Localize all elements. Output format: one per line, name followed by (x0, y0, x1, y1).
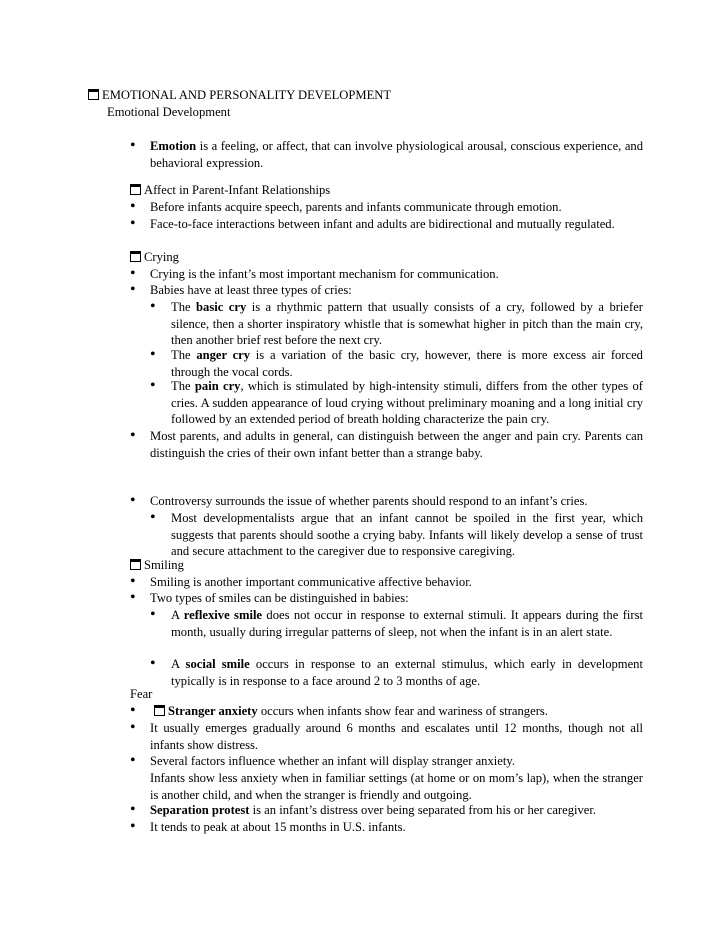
subsection-title: Affect in Parent-Infant Relationships (130, 182, 330, 199)
term: social smile (185, 657, 250, 671)
list-item: • Emotion is a feeling, or affect, that can involve physiological arousal, conscious experience, and behavioral expression. (130, 137, 643, 170)
term: reflexive smile (183, 608, 263, 622)
list-item: • Crying is the infant’s most important mechanism for communication. (130, 265, 499, 282)
subsection-title: Crying (130, 249, 179, 266)
list-item: • Babies have at least three types of cries: (130, 281, 352, 298)
list-item: • It tends to peak at about 15 months in U.S. infants. (130, 818, 406, 835)
list-item: • Most developmentalists argue that an infant cannot be spoiled in the first year, which suggests that parents should soothe a crying baby. Infants will likely develop a sense of trust and secure attachment to the caregiver due to responsive caregiving. (150, 509, 643, 559)
checkbox-icon (130, 184, 141, 195)
bullet-icon: • (130, 801, 136, 818)
term: anger cry (196, 348, 251, 362)
list-item: • Smiling is another important communicative affective behavior. (130, 573, 472, 590)
bullet-icon: • (150, 377, 156, 394)
bullet-icon: • (150, 509, 156, 526)
term: Emotion (150, 139, 197, 153)
bullet-icon: • (130, 427, 136, 444)
checkbox-icon (130, 251, 141, 262)
subsection-heading: Emotional Development (107, 105, 231, 119)
term: Stranger anxiety (168, 704, 258, 718)
bullet-icon: • (150, 298, 156, 315)
bullet-icon: • (130, 265, 136, 282)
list-item: • The basic cry is a rhythmic pattern that usually consists of a cry, followed by a briefer silence, then a shorter inspiratory whistle that is somewhat higher in pitch than the main cry, then another brief rest before the next cry. (150, 298, 643, 348)
bullet-icon: • (150, 606, 156, 623)
bullet-icon: • (130, 492, 136, 509)
checkbox-icon (154, 705, 165, 716)
list-item: • Two types of smiles can be distinguished in babies: (130, 589, 409, 606)
term: pain cry (194, 379, 241, 393)
bullet-icon: • (130, 198, 136, 215)
list-item: • The pain cry, which is stimulated by high-intensity stimuli, differs from the other types of cries. A sudden appearance of loud crying without preliminary moaning and a long initial cry followed by an extended period of breath holding characterize the pain cry. (150, 377, 644, 427)
bullet-icon: • (150, 346, 156, 363)
section-heading: EMOTIONAL AND PERSONALITY DEVELOPMENT (88, 87, 391, 104)
list-item: • It usually emerges gradually around 6 months and escalates until 12 months, though not all infants show distress. (130, 719, 643, 752)
list-item: • A reflexive smile does not occur in response to external stimuli. It appears during the first month, usually during irregular patterns of sleep, not when the infant is in an alert state. (150, 606, 643, 639)
bullet-icon: • (130, 719, 136, 736)
bullet-icon: • (130, 281, 136, 298)
paragraph: Infants show less anxiety when in familiar settings (at home or on mom’s lap), when the stranger is another child, and when the stranger is friendly and outgoing. (150, 771, 643, 802)
bullet-icon: • (130, 752, 136, 769)
subsection-title: Fear (130, 687, 153, 701)
bullet-icon: • (130, 589, 136, 606)
checkbox-icon (88, 89, 99, 100)
bullet-icon: • (130, 137, 136, 154)
list-item: • Face-to-face interactions between infant and adults are bidirectional and mutually regulated. (130, 215, 615, 232)
bullet-icon: • (130, 215, 136, 232)
list-item: • A social smile occurs in response to an external stimulus, which early in development typically is in response to a face around 2 to 3 months of age. (150, 655, 643, 688)
bullet-icon: • (150, 655, 156, 672)
term: basic cry (196, 300, 247, 314)
bullet-icon: • (130, 573, 136, 590)
list-item: • The anger cry is a variation of the basic cry, however, there is more excess air forced through the vocal cords. (150, 346, 643, 379)
list-item: • Controversy surrounds the issue of whether parents should respond to an infant’s cries. (130, 492, 588, 509)
list-item: • Most parents, and adults in general, can distinguish between the anger and pain cry. Parents can distinguish the cries of their own infant better than a strange baby. (130, 427, 643, 460)
term: Separation protest (150, 803, 250, 817)
subsection-title: Smiling (130, 557, 184, 574)
list-item: • Separation protest is an infant’s distress over being separated from his or her caregiver. (130, 801, 597, 818)
list-item: • Stranger anxiety occurs when infants show fear and wariness of strangers. (130, 702, 548, 719)
list-item: • Several factors influence whether an infant will display stranger anxiety. (130, 752, 515, 769)
bullet-icon: • (130, 702, 136, 719)
list-item: • Before infants acquire speech, parents and infants communicate through emotion. (130, 198, 562, 215)
checkbox-icon (130, 559, 141, 570)
bullet-icon: • (130, 818, 136, 835)
